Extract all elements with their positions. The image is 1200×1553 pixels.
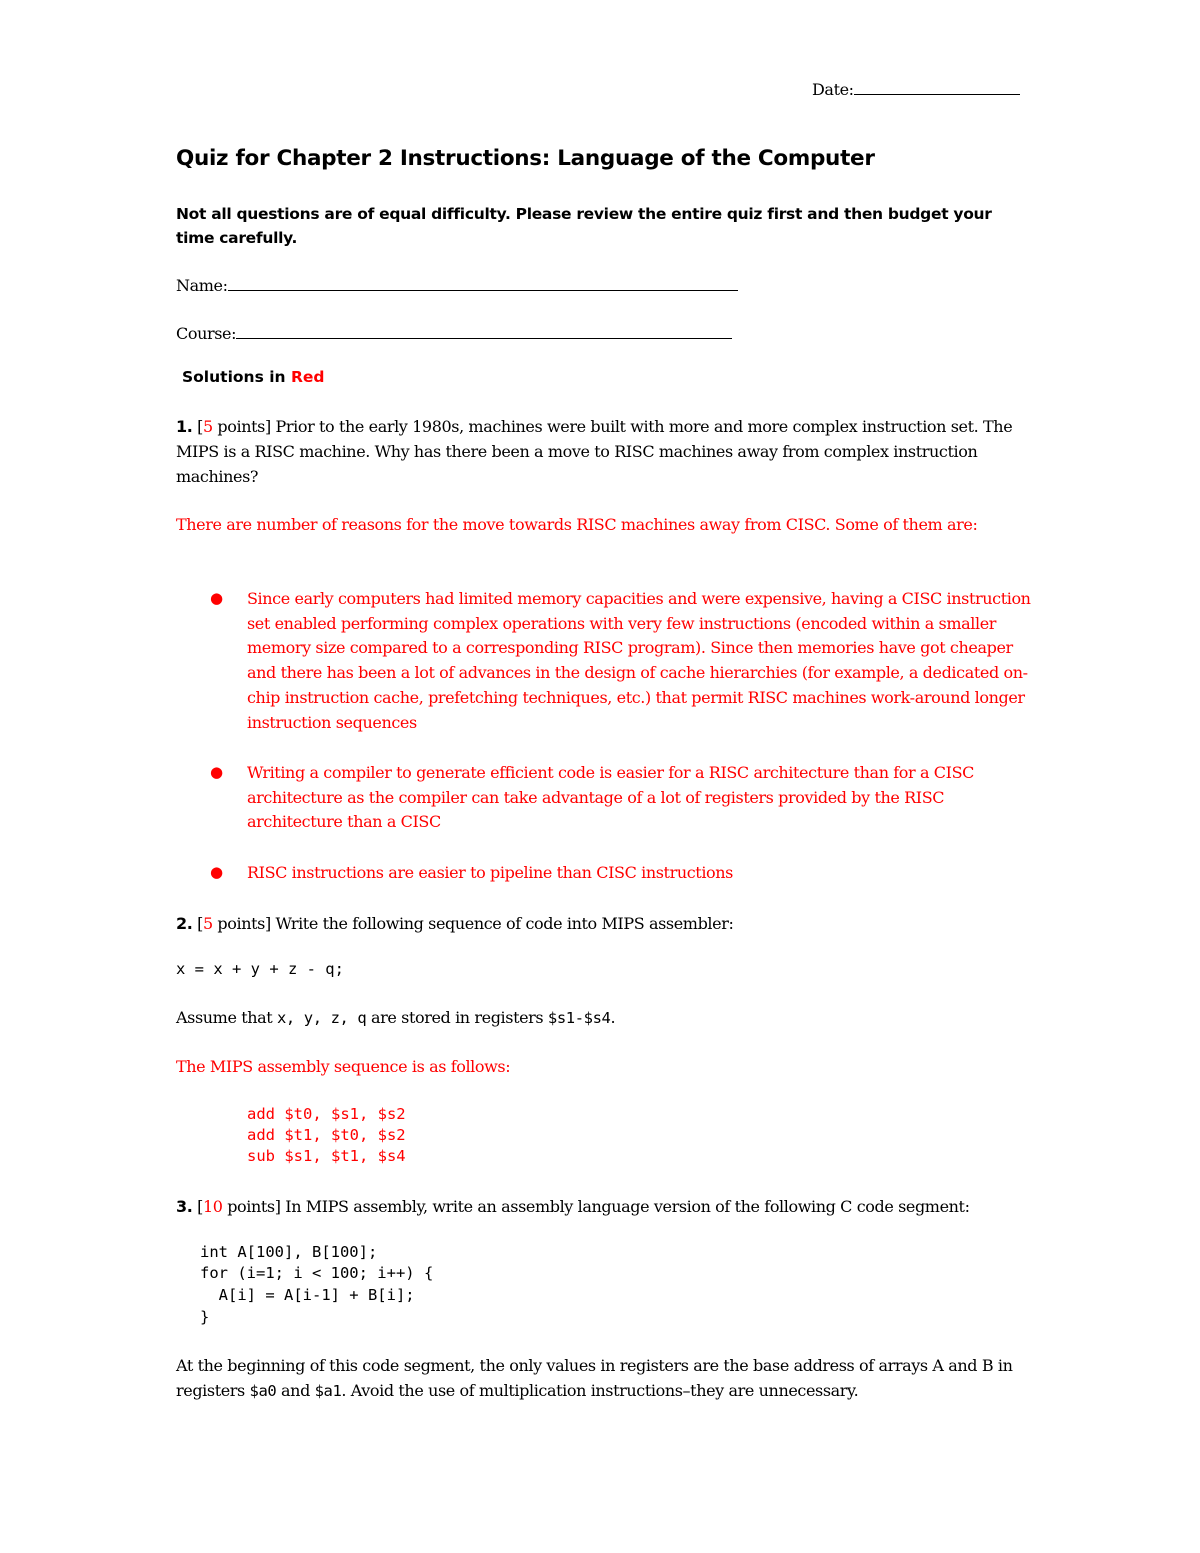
points-value: 5 — [202, 914, 213, 933]
course-field — [176, 320, 732, 343]
question-number: 2. — [176, 914, 193, 933]
assume-prefix: Assume that — [176, 1008, 277, 1027]
date-label: Date: — [812, 80, 854, 99]
c-code-line: } — [200, 1308, 210, 1326]
quiz-instructions: Not all questions are of equal difficulty. Please review the entire quiz first and then budget your time carefully. — [176, 205, 992, 247]
bullet-dot: ● — [210, 589, 224, 607]
c-code-line: A[i] = A[i-1] + B[i]; — [200, 1286, 415, 1304]
answer-2-intro: The MIPS assembly sequence is as follows: — [176, 1057, 511, 1076]
name-blank[interactable] — [228, 272, 738, 291]
bullet-dot: ● — [210, 863, 224, 881]
points-close: points] — [212, 914, 271, 933]
points-value: 10 — [202, 1197, 223, 1216]
answer-1-bullet: Writing a compiler to generate efficient code is easier for a RISC architecture than for a CISC architecture as the compiler can take advantage of a lot of registers provided by the RISC architecture than a CISC — [247, 763, 974, 832]
question-text: Prior to the early 1980s, machines were built with more and more complex instruction set. The MIPS is a RISC machine. Why has there been a move to RISC machines away from complex instruction machines? — [176, 417, 1013, 486]
name-label: Name: — [176, 276, 228, 295]
name-field — [176, 272, 738, 295]
points-value: 5 — [202, 417, 213, 436]
answer-1-bullet: RISC instructions are easier to pipeline than CISC instructions — [247, 863, 733, 882]
solutions-prefix: Solutions in — [182, 368, 291, 386]
note-register: $a0 — [249, 1382, 277, 1400]
date-field — [812, 76, 1020, 99]
question-1 — [176, 414, 1026, 489]
bullet-dot: ● — [210, 763, 224, 781]
question-text: Write the following sequence of code into MIPS assembler: — [275, 914, 734, 933]
solutions-note — [182, 368, 324, 386]
points-close: points] — [222, 1197, 281, 1216]
note-part: At the beginning of this code segment, the only values in registers are the base address of arrays A and B in registers — [176, 1356, 1013, 1400]
code-expression: x = x + y + z - q; — [176, 960, 344, 978]
c-code-line: for (i=1; i < 100; i++) { — [200, 1264, 434, 1282]
assume-mid: are stored in registers — [366, 1008, 548, 1027]
c-code-line: int A[100], B[100]; — [200, 1243, 378, 1261]
course-blank[interactable] — [236, 320, 732, 339]
question-2 — [176, 911, 1026, 936]
question-number: 3. — [176, 1197, 193, 1216]
assume-end: . — [610, 1008, 616, 1027]
assume-vars: x, y, z, q — [277, 1009, 367, 1027]
points-close: points] — [212, 417, 271, 436]
points-open: [ — [197, 914, 203, 933]
question-number: 1. — [176, 417, 193, 436]
question-text: In MIPS assembly, write an assembly language version of the following C code segment: — [285, 1197, 970, 1216]
course-label: Course: — [176, 324, 237, 343]
points-open: [ — [197, 417, 203, 436]
answer-code-line: add $t0, $s1, $s2 — [247, 1105, 406, 1123]
question-3-note — [176, 1353, 1026, 1404]
answer-code-line: add $t1, $t0, $s2 — [247, 1126, 406, 1144]
answer-code-line: sub $s1, $t1, $s4 — [247, 1147, 406, 1165]
assumption-text — [176, 1005, 1026, 1031]
answer-1-intro: There are number of reasons for the move towards RISC machines away from CISC. Some of them are: — [176, 515, 978, 534]
solutions-highlight: Red — [290, 368, 325, 386]
assume-regs: $s1-$s4 — [547, 1009, 611, 1027]
note-register: $a1 — [314, 1382, 342, 1400]
date-blank[interactable] — [854, 76, 1020, 95]
question-3 — [176, 1194, 1026, 1219]
points-open: [ — [197, 1197, 203, 1216]
note-part: and — [276, 1381, 315, 1400]
note-part: . Avoid the use of multiplication instructions–they are unnecessary. — [341, 1381, 859, 1400]
quiz-title: Quiz for Chapter 2 Instructions: Language of the Computer — [176, 146, 875, 171]
answer-1-bullet: Since early computers had limited memory capacities and were expensive, having a CISC instruction set enabled performing complex operations with very few instructions (encoded within a smaller memory size compared to a corresponding RISC program). Since then memories have got cheaper and there has been a lot of advances in the design of cache hierarchies (for example, a dedicated on-chip instruction cache, prefetching techniques, etc.) that permit RISC machines work-around longer instruction sequences — [247, 589, 1031, 732]
